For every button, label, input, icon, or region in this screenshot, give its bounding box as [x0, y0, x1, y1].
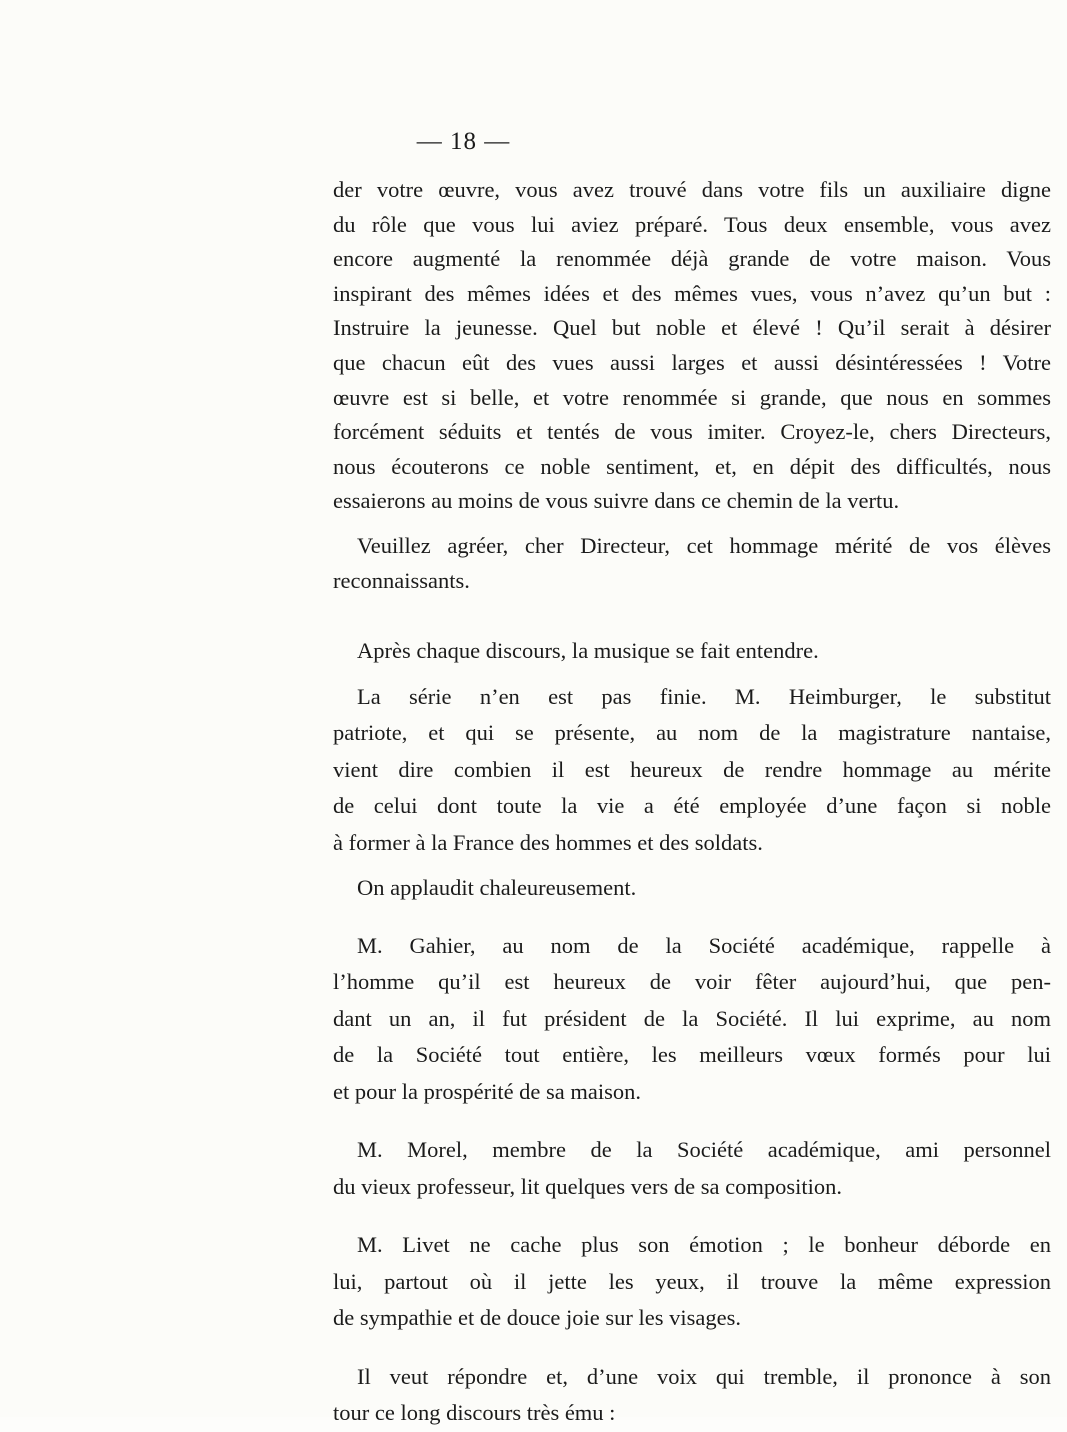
text-line: de la Société tout entière, les meilleurs vœux formés pour lui — [333, 1042, 1051, 1068]
text-line: de sympathie et de douce joie sur les visages. — [333, 1305, 742, 1331]
text-line: et pour la prospérité de sa maison. — [333, 1078, 642, 1104]
text-line: vient dire combien il est heureux de rendre hommage au mérite — [333, 756, 1051, 782]
text-line: du rôle que vous lui aviez préparé. Tous deux ensemble, vous avez — [333, 211, 1051, 237]
text-line: l’homme qu’il est heureux de voir fêter aujourd’hui, que pen- — [333, 969, 1051, 995]
text-line: œuvre est si belle, et votre renommée si grande, que nous en sommes — [333, 384, 1051, 410]
text-line: encore augmenté la renommée déjà grande de votre maison. Vous — [333, 246, 1051, 272]
text-line: patriote, et qui se présente, au nom de la magistrature nantaise, — [333, 720, 1051, 746]
paragraph-gahier — [333, 928, 1051, 1111]
paragraph-speech-continuation — [333, 173, 1051, 519]
text-line: M. Gahier, au nom de la Société académique, rappelle à — [357, 932, 1051, 958]
text-line: Après chaque discours, la musique se fait entendre. — [357, 638, 819, 664]
paragraph-response — [333, 1359, 1051, 1432]
paragraph-heimburger — [333, 679, 1051, 862]
text-line: Il veut répondre et, d’une voix qui tremble, il prononce à son — [357, 1363, 1051, 1389]
text-line: Veuillez agréer, cher Directeur, cet hommage mérité de vos élèves — [357, 532, 1051, 558]
text-line: à former à la France des hommes et des soldats. — [333, 829, 763, 855]
text-line: M. Morel, membre de la Société académique, ami personnel — [357, 1137, 1051, 1163]
text-line: inspirant des mêmes idées et des mêmes vues, vous n’avez qu’un but : — [333, 280, 1051, 306]
text-line: der votre œuvre, vous avez trouvé dans votre fils un auxiliaire digne — [333, 177, 1051, 202]
text-line: tour ce long discours très ému : — [333, 1400, 616, 1426]
text-line: du vieux professeur, lit quelques vers de sa composition. — [333, 1173, 842, 1199]
text-line: lui, partout où il jette les yeux, il trouve la même expression — [333, 1268, 1051, 1294]
text-line: dant un an, il fut président de la Société. Il lui exprime, au nom — [333, 1005, 1051, 1031]
text-line: que chacun eût des vues aussi larges et aussi désintéressées ! Votre — [333, 349, 1051, 375]
text-line: forcément séduits et tentés de vous imiter. Croyez-le, chers Directeurs, — [333, 419, 1051, 445]
text-line: nous écouterons ce noble sentiment, et, en dépit des difficultés, nous — [333, 453, 1051, 479]
text-line: de celui dont toute la vie a été employée d’une façon si noble — [333, 793, 1051, 819]
paragraph-closing — [333, 529, 1051, 598]
body-text — [333, 173, 1051, 1432]
paragraph-music — [333, 634, 1051, 669]
text-line: reconnaissants. — [333, 567, 470, 593]
paragraph-morel — [333, 1132, 1051, 1205]
text-line: M. Livet ne cache plus son émotion ; le bonheur déborde en — [357, 1232, 1051, 1258]
text-line: On applaudit chaleureusement. — [357, 875, 637, 901]
page-number: — 18 — — [416, 128, 511, 155]
text-line: essaierons au moins de vous suivre dans ce chemin de la vertu. — [333, 488, 900, 514]
paragraph-applause — [333, 871, 1051, 906]
text-line: Instruire la jeunesse. Quel but noble et élevé ! Qu’il serait à désirer — [333, 315, 1051, 341]
paragraph-livet — [333, 1227, 1051, 1337]
text-line: La série n’en est pas finie. M. Heimburger, le substitut — [357, 683, 1051, 709]
